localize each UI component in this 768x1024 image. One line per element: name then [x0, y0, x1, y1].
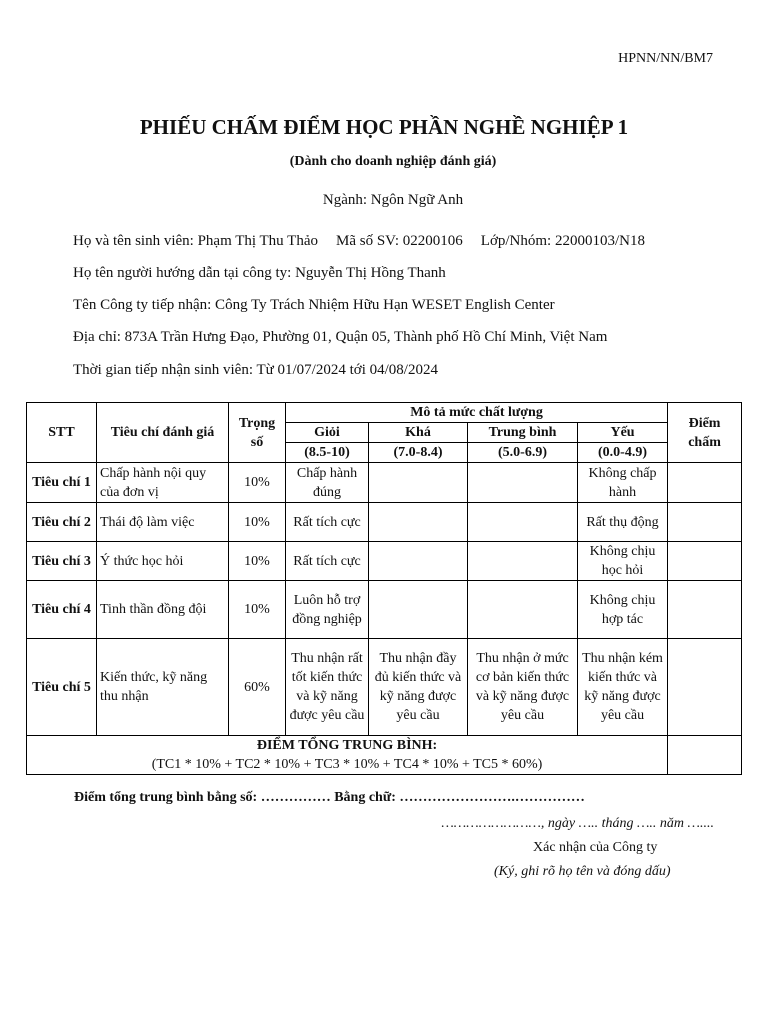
student-class: Lớp/Nhóm: 22000103/N18 [480, 233, 645, 249]
row-criteria: Ý thức học hỏi [97, 542, 229, 581]
mentor-line: Họ tên người hướng dẫn tại công ty: Nguyễn Thị Hồng Thanh [73, 265, 446, 281]
row-tb [468, 463, 578, 503]
row-yeu: Rất thụ động [578, 503, 668, 542]
row-tb: Thu nhận ở mức cơ bản kiến thức và kỹ năng được yêu cầu [468, 639, 578, 736]
row-score[interactable] [668, 581, 742, 639]
page-subtitle: (Dành cho doanh nghiệp đánh giá) [289, 154, 497, 169]
header-stt: STT [27, 403, 97, 463]
period-line: Thời gian tiếp nhận sinh viên: Từ 01/07/2024 tới 04/08/2024 [73, 362, 438, 378]
row-yeu: Không chịu học hỏi [578, 542, 668, 581]
form-code: HPNN/NN/BM7 [618, 51, 713, 66]
level-gioi-name: Giỏi [286, 423, 369, 443]
level-yeu-range: (0.0-4.9) [578, 443, 668, 463]
company-line: Tên Công ty tiếp nhận: Công Ty Trách Nhiệm Hữu Hạn WESET English Center [73, 297, 555, 313]
row-score[interactable] [668, 503, 742, 542]
row-tb [468, 581, 578, 639]
row-yeu: Không chấp hành [578, 463, 668, 503]
row-kha [369, 503, 468, 542]
row-kha [369, 463, 468, 503]
header-criteria: Tiêu chí đánh giá [97, 403, 229, 463]
row-score[interactable] [668, 639, 742, 736]
student-line [73, 233, 645, 250]
row-gioi: Thu nhận rất tốt kiến thức và kỹ năng được yêu cầu [286, 639, 369, 736]
table-row [27, 581, 742, 639]
total-score[interactable] [668, 736, 742, 775]
row-weight: 10% [229, 463, 286, 503]
level-kha-range: (7.0-8.4) [369, 443, 468, 463]
student-name: Họ và tên sinh viên: Phạm Thị Thu Thảo [73, 233, 318, 249]
row-weight: 60% [229, 639, 286, 736]
level-tb-name: Trung bình [468, 423, 578, 443]
row-stt: Tiêu chí 5 [27, 639, 97, 736]
row-weight: 10% [229, 503, 286, 542]
row-criteria: Tinh thần đồng đội [97, 581, 229, 639]
row-stt: Tiêu chí 4 [27, 581, 97, 639]
row-criteria: Chấp hành nội quy của đơn vị [97, 463, 229, 503]
table-row [27, 503, 742, 542]
row-stt: Tiêu chí 2 [27, 503, 97, 542]
signature-note: (Ký, ghi rõ họ tên và đóng dấu) [494, 864, 671, 879]
row-criteria: Kiến thức, kỹ năng thu nhận [97, 639, 229, 736]
row-kha: Thu nhận đầy đủ kiến thức và kỹ năng được yêu cầu [369, 639, 468, 736]
row-yeu: Không chịu hợp tác [578, 581, 668, 639]
row-score[interactable] [668, 463, 742, 503]
company-confirmation: Xác nhận của Công ty [533, 840, 658, 855]
row-gioi: Rất tích cực [286, 503, 369, 542]
level-kha-name: Khá [369, 423, 468, 443]
total-label: ĐIỂM TỔNG TRUNG BÌNH: [256, 738, 438, 753]
header-score: Điểm chấm [668, 403, 742, 463]
total-formula: (TC1 * 10% + TC2 * 10% + TC3 * 10% + TC4 * 10% + TC5 * 60%) [151, 757, 543, 772]
address-line: Địa chỉ: 873A Trần Hưng Đạo, Phường 01, Quận 05, Thành phố Hồ Chí Minh, Việt Nam [73, 329, 608, 345]
level-gioi-range: (8.5-10) [286, 443, 369, 463]
row-weight: 10% [229, 542, 286, 581]
row-kha [369, 542, 468, 581]
row-weight: 10% [229, 581, 286, 639]
row-kha [369, 581, 468, 639]
table-row [27, 542, 742, 581]
header-weight: Trọng số [229, 403, 286, 463]
row-gioi: Luôn hỗ trợ đồng nghiệp [286, 581, 369, 639]
row-criteria: Thái độ làm việc [97, 503, 229, 542]
row-stt: Tiêu chí 1 [27, 463, 97, 503]
row-score[interactable] [668, 542, 742, 581]
total-row [27, 736, 742, 775]
row-stt: Tiêu chí 3 [27, 542, 97, 581]
evaluation-table [26, 402, 742, 775]
table-row [27, 639, 742, 736]
row-gioi: Rất tích cực [286, 542, 369, 581]
table-row [27, 463, 742, 503]
major-line: Ngành: Ngôn Ngữ Anh [322, 192, 464, 208]
level-yeu-name: Yếu [578, 423, 668, 443]
level-tb-range: (5.0-6.9) [468, 443, 578, 463]
summary-line: Điểm tổng trung bình bằng số: …………… Bằng chữ: …………………….…………… [74, 790, 585, 805]
row-tb [468, 542, 578, 581]
row-tb [468, 503, 578, 542]
page-title: PHIẾU CHẤM ĐIỂM HỌC PHẦN NGHỀ NGHIỆP 1 [139, 115, 629, 139]
row-gioi: Chấp hành đúng [286, 463, 369, 503]
header-quality: Mô tả mức chất lượng [286, 403, 668, 423]
student-id: Mã số SV: 02200106 [335, 233, 463, 249]
total-cell [27, 736, 668, 775]
row-yeu: Thu nhận kém kiến thức và kỹ năng được yêu cầu [578, 639, 668, 736]
date-line: ……………………, ngày ….. tháng ….. năm ….... [441, 816, 714, 831]
